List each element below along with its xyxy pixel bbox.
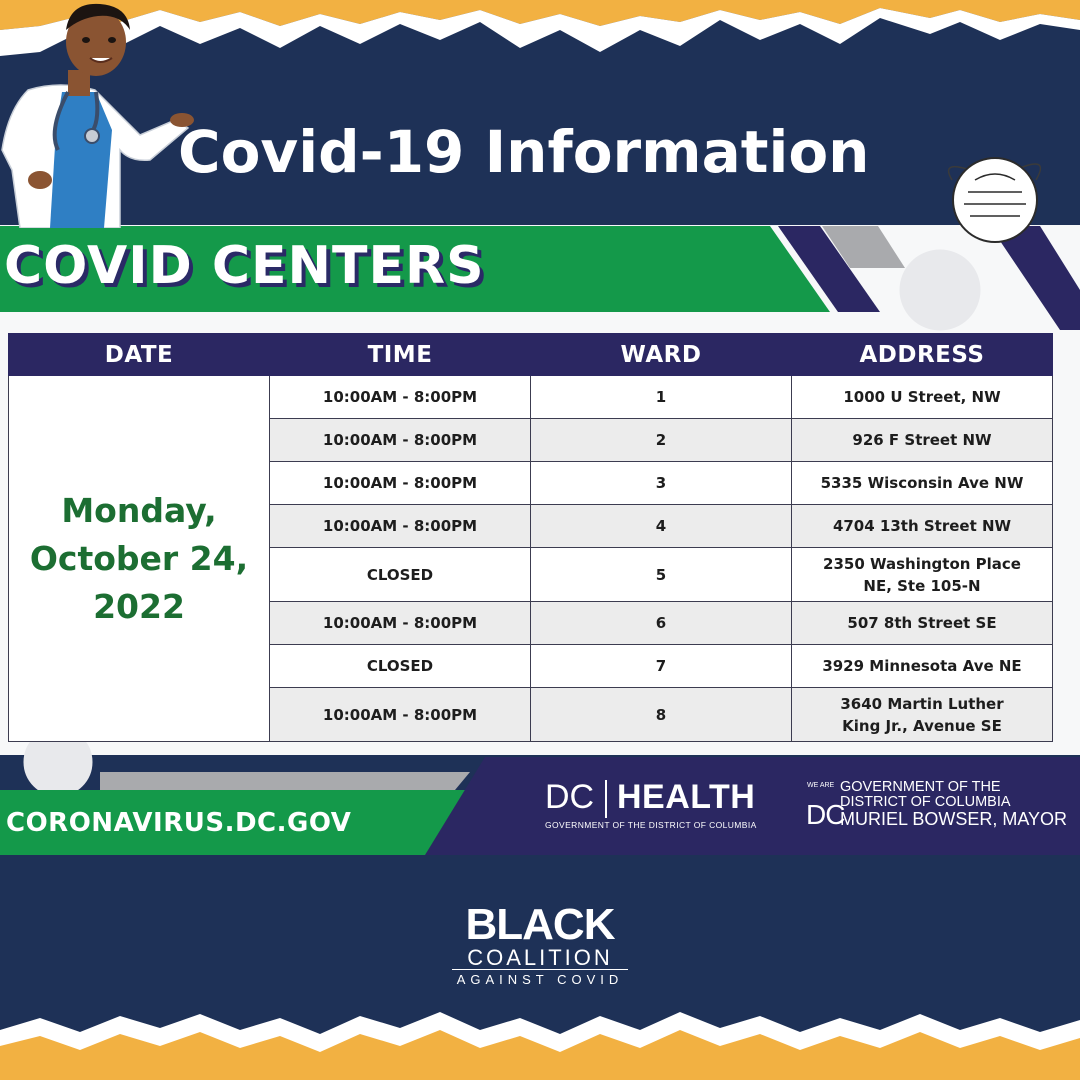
black-coalition-logo (452, 889, 628, 997)
address-cell: 2350 Washington Place NE, Ste 105-N (792, 548, 1053, 602)
dc-health-subtitle: GOVERNMENT OF THE DISTRICT OF COLUMBIA (545, 820, 757, 830)
table-header-row (9, 334, 1053, 376)
column-header-address: ADDRESS (792, 334, 1053, 376)
time-cell: 10:00AM - 8:00PM (270, 688, 531, 742)
ward-cell: 7 (531, 645, 792, 688)
date-year: 2022 (93, 586, 185, 626)
section-title: COVID CENTERS (4, 236, 485, 296)
address-cell: 5335 Wisconsin Ave NW (792, 462, 1053, 505)
date-cell (9, 376, 270, 742)
ward-cell: 4 (531, 505, 792, 548)
ward-cell: 2 (531, 419, 792, 462)
time-cell: 10:00AM - 8:00PM (270, 419, 531, 462)
column-header-time: TIME (270, 334, 531, 376)
dc-health-dc: DC (545, 778, 595, 816)
time-cell: 10:00AM - 8:00PM (270, 602, 531, 645)
address-cell: 507 8th Street SE (792, 602, 1053, 645)
bcac-line-1: BLACK (465, 900, 615, 949)
time-cell: 10:00AM - 8:00PM (270, 376, 531, 419)
bcac-line-2: COALITION (452, 947, 628, 970)
page-title: Covid-19 Information (178, 118, 870, 186)
time-cell: 10:00AM - 8:00PM (270, 505, 531, 548)
ward-cell: 3 (531, 462, 792, 505)
face-mask-icon (940, 150, 1050, 250)
table-row (9, 376, 1053, 419)
gov-line-2: DISTRICT OF COLUMBIA (840, 794, 1011, 810)
gov-line-3: MURIEL BOWSER, MAYOR (840, 809, 1068, 829)
ward-cell: 5 (531, 548, 792, 602)
dc-health-logo (545, 776, 785, 836)
address-cell: 926 F Street NW (792, 419, 1053, 462)
gov-dc: DC (806, 799, 845, 830)
date-month-day: October 24, (29, 538, 249, 578)
date-weekday: Monday, (61, 490, 217, 530)
dc-health-divider (605, 780, 607, 818)
address-cell: 3640 Martin Luther King Jr., Avenue SE (792, 688, 1053, 742)
time-cell: CLOSED (270, 548, 531, 602)
gov-line-1: GOVERNMENT OF THE (840, 779, 1001, 795)
time-cell: CLOSED (270, 645, 531, 688)
bcac-line-3: AGAINST COVID (456, 972, 624, 987)
dc-government-logo (806, 779, 1076, 831)
address-cell: 1000 U Street, NW (792, 376, 1053, 419)
ward-cell: 6 (531, 602, 792, 645)
time-cell: 10:00AM - 8:00PM (270, 462, 531, 505)
address-cell: 4704 13th Street NW (792, 505, 1053, 548)
address-cell: 3929 Minnesota Ave NE (792, 645, 1053, 688)
covid-centers-table (8, 333, 1053, 742)
column-header-ward: WARD (531, 334, 792, 376)
doctor-illustration (0, 0, 200, 228)
ward-cell: 1 (531, 376, 792, 419)
website-link[interactable]: CORONAVIRUS.DC.GOV (6, 808, 352, 838)
gov-we-are: WE ARE (807, 782, 835, 789)
ward-cell: 8 (531, 688, 792, 742)
column-header-date: DATE (9, 334, 270, 376)
dc-health-health: HEALTH (617, 778, 756, 816)
